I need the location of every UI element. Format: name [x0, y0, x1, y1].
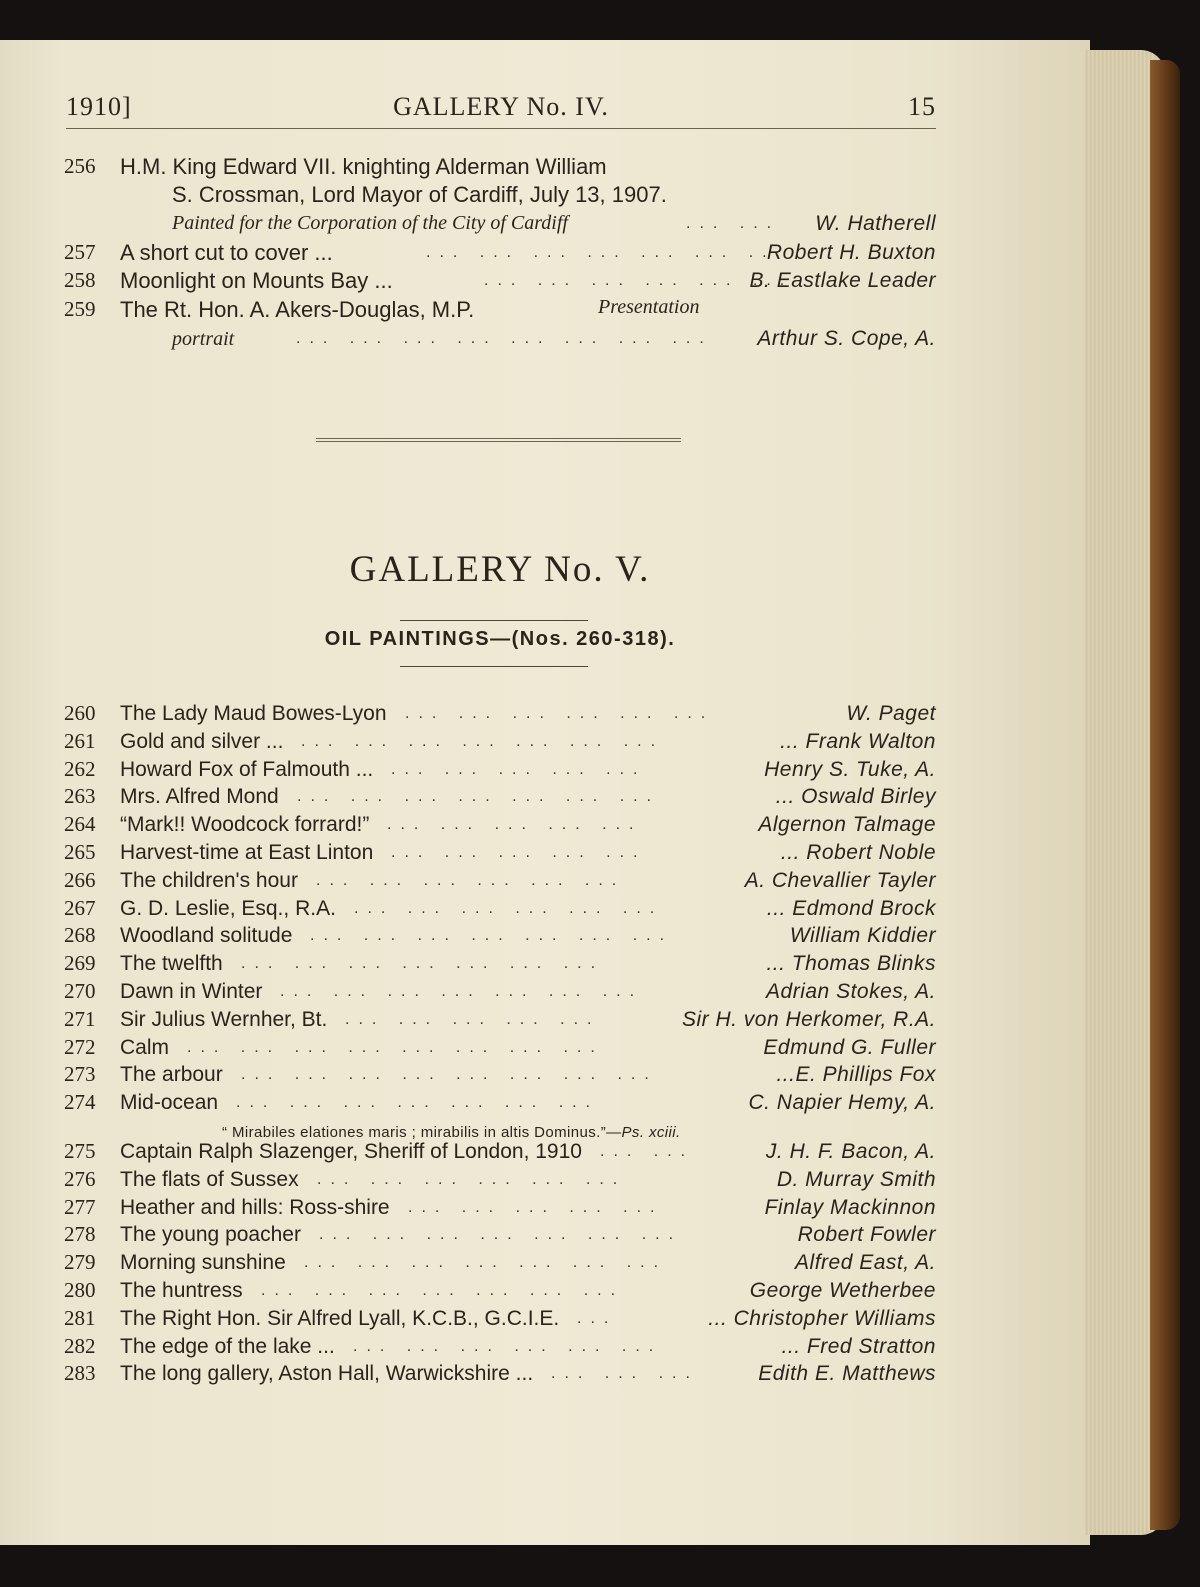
dot-leader: ... [577, 1309, 618, 1327]
entry-title: Gold and silver ... [120, 729, 284, 753]
entry-title-line2: S. Crossman, Lord Mayor of Cardiff, July 13, 1907. [172, 182, 667, 207]
entry-number: 273 [64, 1062, 96, 1087]
dot-leader: ... ... ... ... ... ... [354, 899, 664, 917]
entry-title: The children's hour [120, 868, 298, 892]
catalogue-entry [64, 153, 936, 180]
entry-artist: W. Paget [846, 702, 936, 725]
dot-leader: ... ... ... ... ... ... [317, 1170, 627, 1188]
dot-leader: ... ... ... ... ... ... [405, 705, 715, 722]
entry-title: Calm [120, 1035, 170, 1059]
catalogue-entry [64, 1305, 936, 1332]
entry-artist: Henry S. Tuke, A. [764, 757, 936, 781]
running-header [66, 92, 936, 132]
dot-leader: ... ... ... ... ... ... ... [304, 1254, 668, 1272]
catalogue-entry [64, 1166, 936, 1193]
page-number: 15 [908, 92, 936, 121]
entry-title: Captain Ralph Slazenger, Sheriff of London, 1910 [120, 1140, 582, 1163]
section-divider [316, 441, 681, 442]
entry-title: Harvest-time at East Linton [120, 841, 374, 864]
entry-title: The edge of the lake ... [120, 1334, 335, 1358]
entry-number: 257 [64, 240, 96, 264]
entry-number: 276 [64, 1166, 96, 1191]
entry-number: 258 [64, 268, 96, 292]
entry-title: Howard Fox of Falmouth ... [120, 757, 374, 781]
catalogue-entry [64, 950, 936, 977]
entry-title: Woodland solitude [120, 924, 293, 948]
entry-artist: W. Hatherell [815, 212, 936, 235]
quotation-source: Ps. xciii. [621, 1124, 681, 1141]
entry-title: The huntress [120, 1279, 243, 1302]
entry-number: 278 [64, 1222, 96, 1247]
catalogue-entry [64, 700, 936, 727]
heading-rule [400, 666, 588, 667]
catalogue-entry [64, 756, 936, 783]
entry-title: “Mark!! Woodcock forrard!” [120, 813, 370, 837]
catalogue-entry [64, 978, 936, 1005]
dot-leader: ... ... ... ... ... ... ... [280, 983, 644, 1000]
entry-note: Painted for the Corporation of the City of Cardiff [172, 212, 568, 234]
entry-number: 260 [64, 701, 96, 725]
entry-number: 282 [64, 1333, 96, 1358]
entry-artist: Edith E. Matthews [758, 1362, 936, 1386]
entry-title: The young poacher [120, 1223, 301, 1247]
entry-artist: Arthur S. Cope, A. [757, 327, 936, 350]
entry-artist: ... Frank Walton [780, 729, 936, 753]
entry-title: Sir Julius Wernher, Bt. [120, 1007, 328, 1031]
entry-artist: ... Thomas Blinks [766, 952, 936, 976]
catalogue-entry: 258 Moonlight on Mounts Bay ... ... ... ... ... ... ... B. Eastlake Leader [64, 268, 936, 293]
entry-number: 261 [64, 728, 96, 753]
dot-leader: ... ... ... ... ... [391, 844, 647, 861]
entry-artist: B. Eastlake Leader [749, 269, 936, 292]
section-divider [316, 438, 681, 439]
dot-leader: ... ... ... ... ... ... ... [301, 732, 665, 750]
entry-title: The arbour [120, 1063, 223, 1087]
entry-artist-row: ... ... W. Hatherell [686, 212, 936, 235]
entry-title: Mid-ocean [120, 1091, 219, 1115]
heading-rule [400, 620, 588, 621]
entry-number: 256 [64, 154, 96, 178]
entry-title: Heather and hills: Ross-shire [120, 1195, 390, 1219]
catalogue-entry [64, 922, 936, 949]
entry-artist-row: ... ... ... ... ... ... ... ... Arthur S. Cope, A. [296, 327, 936, 350]
catalogue-entry [64, 1194, 936, 1221]
entry-artist: ... Edmond Brock [766, 896, 936, 920]
entry-number: 265 [64, 840, 96, 864]
entry-title: The Right Hon. Sir Alfred Lyall, K.C.B., G.C.I.E. [120, 1306, 560, 1330]
entry-title: Morning sunshine [120, 1251, 286, 1275]
section-subtitle: OIL PAINTINGS—(Nos. 260-318). [324, 628, 676, 650]
dot-leader: ... ... ... ... ... ... ... [297, 788, 661, 806]
entry-number: 259 [64, 297, 96, 321]
entry-artist: ...E. Phillips Fox [776, 1063, 936, 1087]
entry-number: 270 [64, 979, 96, 1003]
dot-leader: ... ... ... ... ... ... ... [261, 1282, 625, 1299]
entry-artist: ... Oswald Birley [775, 785, 936, 809]
entry-number: 268 [64, 923, 96, 948]
entry-number: 281 [64, 1305, 96, 1330]
catalogue-entry: 257 A short cut to cover ... ... ... ... ... ... ... ... Robert H. Buxton [64, 240, 936, 265]
entry-title: The long gallery, Aston Hall, Warwickshire ... [120, 1362, 534, 1386]
entry-number: 280 [64, 1278, 96, 1302]
entry-title: G. D. Leslie, Esq., R.A. [120, 896, 336, 920]
gallery-heading: GALLERY No. V. [349, 549, 651, 590]
entry-title: The twelfth [120, 952, 223, 976]
catalogue-entry [64, 783, 936, 810]
catalogue-entry-continued [64, 181, 936, 208]
catalogue-entry [64, 296, 936, 323]
dot-leader: ... ... ... ... ... ... ... ... [187, 1038, 604, 1056]
entry-title: Moonlight on Mounts Bay ... [120, 268, 393, 293]
catalogue-entry [64, 1034, 936, 1061]
dot-leader: ... ... ... ... ... [408, 1198, 664, 1216]
entry-number: 274 [64, 1090, 96, 1115]
entry-artist: D. Murray Smith [776, 1167, 936, 1191]
entry-title: Mrs. Alfred Mond [120, 785, 279, 809]
entry-quotation [222, 1123, 681, 1143]
entry-title: H.M. King Edward VII. knighting Alderman William [120, 154, 607, 179]
entry-artist: Finlay Mackinnon [764, 1195, 936, 1219]
catalogue-entry [64, 839, 936, 866]
entry-number: 272 [64, 1034, 96, 1059]
entry-artist: Alfred East, A. [795, 1251, 936, 1275]
dot-leader: ... ... ... ... ... [387, 816, 643, 834]
entry-title: The flats of Sussex [120, 1167, 299, 1191]
book-binding [1150, 60, 1180, 1530]
entry-number: 263 [64, 784, 96, 809]
catalogue-entry [64, 811, 936, 838]
entry-number: 264 [64, 812, 96, 837]
entry-number: 267 [64, 895, 96, 920]
entry-artist: C. Napier Hemy, A. [748, 1091, 936, 1115]
catalogue-entry [64, 1249, 936, 1276]
dot-leader: ... ... ... ... ... [391, 760, 647, 778]
entry-artist: Algernon Talmage [758, 813, 936, 837]
entry-artist: Robert H. Buxton [766, 241, 936, 264]
catalogue-entry [64, 1277, 936, 1304]
entry-title: The Lady Maud Bowes-Lyon [120, 702, 387, 725]
entry-note: portrait [172, 328, 235, 350]
header-year: 1910] [66, 92, 132, 121]
entry-note: Presentation [598, 296, 700, 318]
entry-title: The Rt. Hon. A. Akers-Douglas, M.P. [120, 297, 475, 322]
dot-leader: ... ... ... ... ... ... ... [319, 1226, 683, 1244]
entry-number: 262 [64, 756, 96, 781]
dot-leader: ... ... ... ... ... ... [316, 871, 626, 889]
dot-leader: ... ... ... ... ... ... ... [310, 927, 674, 945]
catalogue-entry [64, 895, 936, 922]
catalogue-entry [64, 1221, 936, 1248]
quotation-text: “ Mirabiles elationes maris ; mirabilis in altis Dominus.”— [222, 1124, 622, 1141]
entry-artist: J. H. F. Bacon, A. [765, 1140, 936, 1163]
dot-leader: ... ... ... ... ... [345, 1010, 601, 1028]
entry-number: 271 [64, 1006, 96, 1031]
entry-artist: ... Christopher Williams [708, 1306, 936, 1330]
catalogue-entry [64, 1089, 936, 1116]
entry-artist: Sir H. von Herkomer, R.A. [681, 1007, 936, 1031]
entry-title: Dawn in Winter [120, 980, 263, 1003]
entry-title: A short cut to cover ... [120, 240, 333, 265]
dot-leader: ... ... ... ... ... ... ... [241, 955, 605, 973]
entry-artist: George Wetherbee [749, 1279, 936, 1302]
entry-artist: William Kiddier [789, 924, 936, 948]
dot-leader: ... ... ... ... ... ... ... ... [241, 1066, 658, 1084]
entry-artist: Edmund G. Fuller [763, 1035, 936, 1059]
dot-leader: ... ... ... ... ... ... [353, 1337, 663, 1355]
catalogue-entry [64, 1333, 936, 1360]
entry-artist: Robert Fowler [797, 1223, 936, 1247]
catalogue-entry [64, 1061, 936, 1088]
entry-artist: Adrian Stokes, A. [766, 980, 936, 1003]
catalogue-entry [64, 728, 936, 755]
entry-artist: ... Robert Noble [780, 841, 936, 864]
entry-number: 283 [64, 1361, 96, 1386]
catalogue-entry [64, 867, 936, 894]
catalogue-entry [64, 1360, 936, 1387]
entry-number: 279 [64, 1250, 96, 1275]
entry-number: 269 [64, 951, 96, 976]
entry-artist: A. Chevallier Tayler [744, 868, 936, 892]
catalogue-entry [64, 1006, 936, 1033]
entry-number: 275 [64, 1139, 96, 1163]
entry-number: 277 [64, 1194, 96, 1219]
dot-leader: ... ... [600, 1143, 695, 1160]
header-rule [66, 128, 936, 129]
entry-number: 266 [64, 867, 96, 892]
entry-artist: ... Fred Stratton [781, 1334, 936, 1358]
header-title: GALLERY No. IV. [393, 92, 609, 121]
dot-leader: ... ... ... [551, 1365, 699, 1383]
dot-leader: ... ... ... ... ... ... ... [236, 1094, 600, 1112]
